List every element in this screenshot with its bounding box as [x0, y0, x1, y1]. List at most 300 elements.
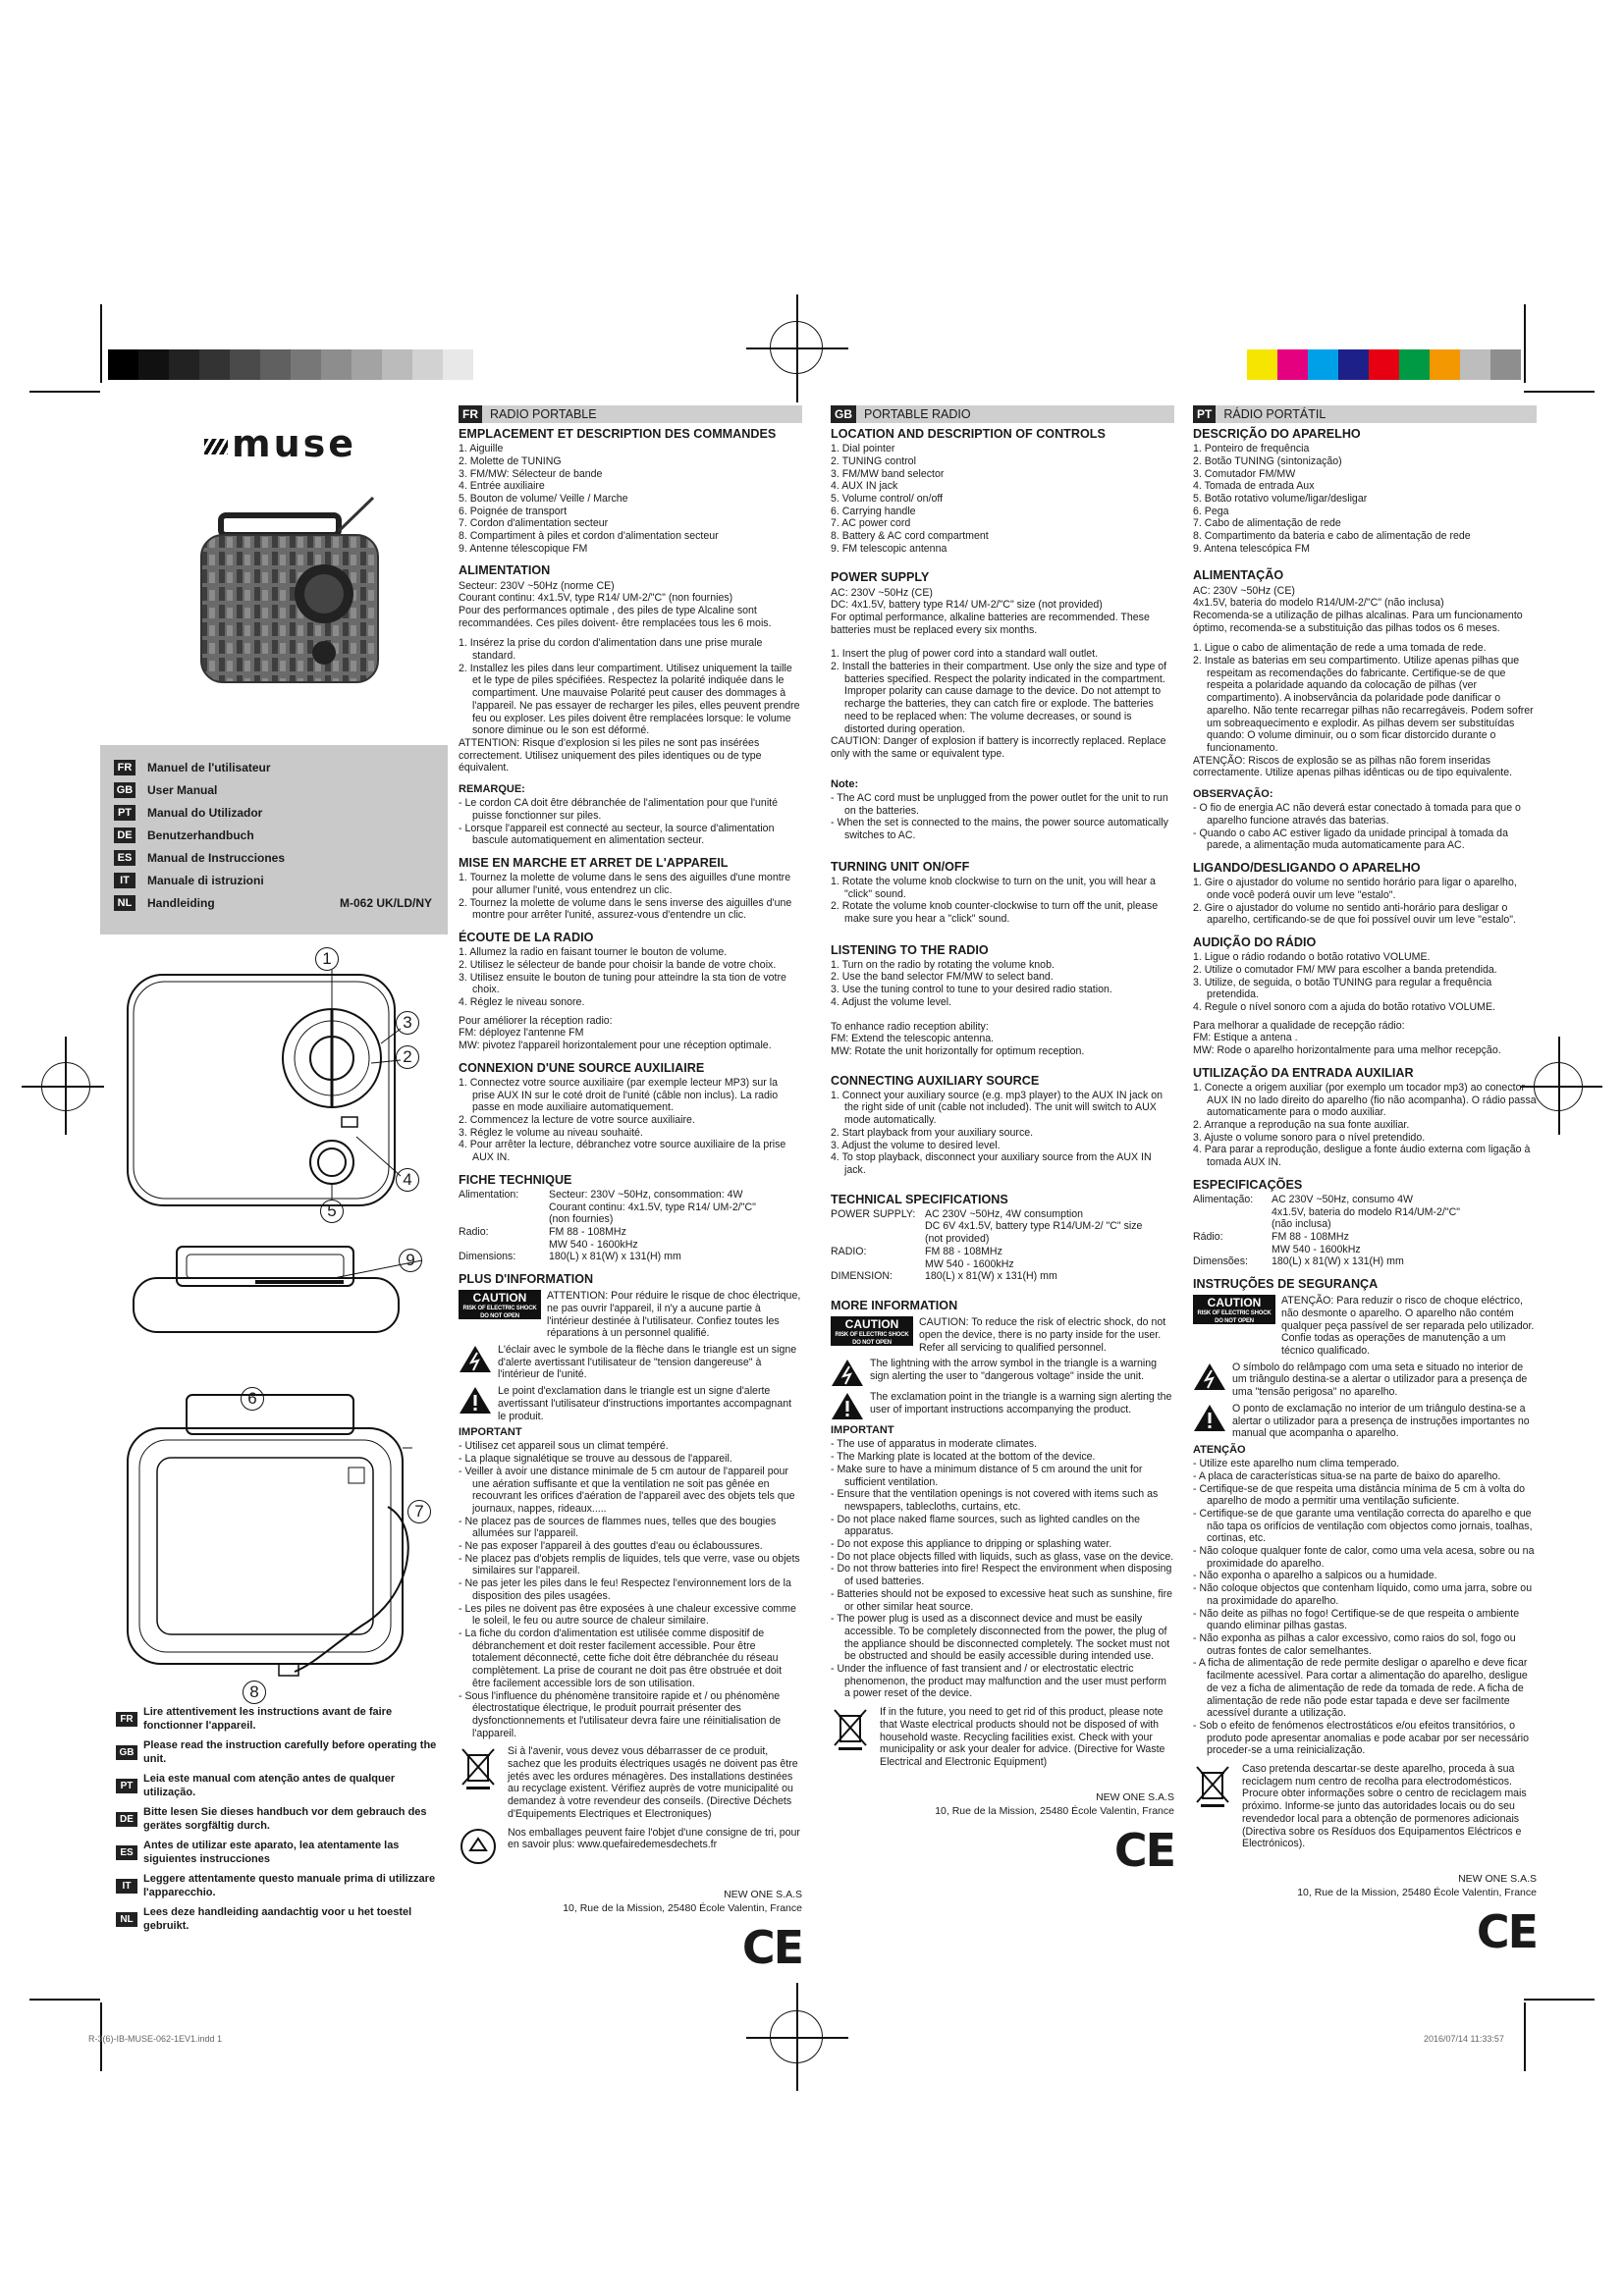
heading-aux: CONNECTING AUXILIARY SOURCE — [831, 1073, 1040, 1088]
warning-text: O ponto de exclamação no interior de um triângulo destina-se a alertar o utilizador para a presença de instruções importantes no manual que acompanha o aparelho. — [1232, 1402, 1530, 1440]
read-first-text: Lees deze handleiding aandachtig voor u het toestel gebruikt. — [143, 1906, 412, 1932]
spec-table — [459, 1189, 802, 1263]
language-label: Handleiding — [147, 895, 215, 910]
swatch — [1247, 349, 1277, 380]
read-first-item — [116, 1906, 450, 1934]
read-first-text: Lire attentivement les instructions avant de faire fonctionner l'appareil. — [143, 1706, 393, 1732]
language-code: PT — [116, 1779, 137, 1793]
aux-step: 4. To stop playback, disconnect your auxiliary source from the AUX IN jack. — [831, 1151, 1152, 1176]
heading-spec: FICHE TECHNIQUE — [459, 1172, 572, 1187]
control-item: 3. FM/MW band selector — [831, 467, 945, 480]
note-item: - O fio de energia AC não deverá estar conectado à tomada para que o aparelho funcione através das baterias. — [1193, 802, 1521, 827]
reception-text: Para melhorar a qualidade de recepção rádio: — [1193, 1019, 1405, 1032]
heading-important: ATENÇÃO — [1193, 1443, 1246, 1456]
listen-step: 3. Utilisez ensuite le bouton de tuning pour atteindre la sta tion de votre choix. — [459, 971, 786, 996]
crop-line — [746, 347, 848, 349]
weee-notice — [1193, 1763, 1537, 1850]
caution-label — [1193, 1295, 1275, 1324]
heading-info: MORE INFORMATION — [831, 1299, 958, 1312]
note-item: - Lorsque l'appareil est connecté au secteur, la source d'alimentation bascule automatiquement en alimentation secteur. — [459, 822, 775, 847]
language-tag: GB — [831, 405, 856, 423]
listen-step: 3. Utilize, de seguida, o botão TUNING para regular a frequência pretendida. — [1193, 976, 1492, 1001]
spec-value: 180(L) x 81(W) x 131(H) mm — [549, 1251, 681, 1263]
exclamation-warning-icon — [831, 1391, 864, 1420]
spec-table — [1193, 1194, 1537, 1268]
section-title: RÁDIO PORTÁTIL — [1223, 406, 1326, 421]
brand-name: muse — [232, 422, 357, 465]
swatch — [382, 349, 412, 380]
caution-block — [831, 1316, 1174, 1354]
recycle-text: Nos emballages peuvent faire l'objet d'une consigne de tri, pour en savoir plus: www.quefairedemesdechets.fr — [508, 1826, 800, 1851]
language-code: DE — [116, 1812, 137, 1827]
heading-aux: CONNEXION D'UNE SOURCE AUXILIAIRE — [459, 1060, 705, 1075]
onoff-step: 2. Gire o ajustador do volume no sentido anti-horário para desligar o aparelho, certificando-se de que foi possível ouvir um leve "estalo". — [1193, 901, 1516, 927]
spec-value: MW 540 - 1600kHz — [925, 1257, 1014, 1270]
control-item: 9. Antena telescópica FM — [1193, 542, 1310, 555]
reception-text: Pour améliorer la réception radio: — [459, 1014, 613, 1027]
language-label: User Manual — [147, 782, 218, 797]
controls-list — [1193, 443, 1537, 555]
important-item: - Certifique-se de que respeita uma distância mínima de 5 cm à volta do aparelho de modo a permitir uma ventilação suficiente. — [1193, 1482, 1525, 1508]
control-item: 2. Botão TUNING (sintonização) — [1193, 454, 1342, 467]
spec-value: (not provided) — [925, 1233, 990, 1246]
swatch — [1338, 349, 1369, 380]
language-code: ES — [114, 850, 135, 866]
spec-label — [831, 1233, 925, 1246]
spec-value: FM 88 - 108MHz — [549, 1226, 626, 1238]
caution-sub: RISK OF ELECTRIC SHOCK — [462, 1306, 537, 1312]
note-item: - Quando o cabo AC estiver ligado da unidade principal à tomada da parede, a alimentação muda automaticamente para AC. — [1193, 827, 1508, 852]
spec-label — [831, 1220, 925, 1233]
heading-aux: UTILIZAÇÃO DA ENTRADA AUXILIAR — [1193, 1065, 1414, 1080]
important-item: - The use of apparatus in moderate climates. — [831, 1438, 1038, 1451]
caution-title: CAUTION — [844, 1317, 899, 1332]
warning-text: The lightning with the arrow symbol in the triangle is a warning sign alerting the user to "dangerous voltage" inside the unit. — [870, 1358, 1158, 1382]
power-text: Courant continu: 4x1.5V, type R14/ UM-2/"C" (non fournies) — [459, 592, 733, 605]
listen-step: 1. Allumez la radio en faisant tourner le bouton de volume. — [459, 946, 728, 959]
brand-slash-icon — [204, 439, 228, 454]
listen-step: 4. Adjust the volume level. — [831, 995, 952, 1008]
spec-label: Alimentação: — [1193, 1193, 1254, 1205]
read-first-text: Please read the instruction carefully before operating the unit. — [143, 1739, 437, 1765]
swatch — [1369, 349, 1399, 380]
read-first-text: Antes de utilizar este aparato, lea atentamente las siguientes instrucciones — [143, 1840, 400, 1865]
crossed-bin-icon — [1193, 1763, 1232, 1808]
company-address: 10, Rue de la Mission, 25480 École Valentin, France — [1297, 1887, 1537, 1899]
important-item: - Não coloque qualquer fonte de calor, como uma vela acesa, sobre ou na proximidade do aparelho. — [1193, 1545, 1535, 1570]
swatch — [1308, 349, 1338, 380]
aux-step: 3. Réglez le volume au niveau souhaité. — [459, 1126, 643, 1139]
spec-value: Courant continu: 4x1.5V, type R14/ UM-2/"C" — [549, 1201, 756, 1213]
caution-text: CAUTION: To reduce the risk of electric shock, do not open the device, there is no party inside for the user. Refer all servicing to qualified personnel. — [919, 1316, 1166, 1354]
listen-step: 1. Turn on the radio by rotating the volume knob. — [831, 958, 1055, 971]
heading-spec: TECHNICAL SPECIFICATIONS — [831, 1192, 1008, 1206]
heading-onoff: TURNING UNIT ON/OFF — [831, 859, 970, 874]
spec-value: AC 230V ~50Hz, consumo 4W — [1272, 1193, 1413, 1205]
power-step: 1. Insérez la prise du cordon d'alimentation dans une prise murale standard. — [459, 637, 763, 663]
caution-sub: DO NOT OPEN — [480, 1313, 519, 1320]
note-item: - When the set is connected to the mains, the power source automatically switches to AC. — [831, 817, 1168, 841]
spec-value: AC 230V ~50Hz, 4W consumption — [925, 1207, 1084, 1220]
spec-label — [1193, 1206, 1272, 1219]
important-item: - Batteries should not be exposed to excessive heat such as sunshine, fire or other similar heat source. — [831, 1587, 1173, 1613]
column-gb — [831, 405, 1174, 1878]
power-step: 2. Install the batteries in their compartment. Use only the size and type of batteries specified. Respect the polarity indicated in the compartment. Improper polarity can cause damage to the device. Do not attempt to recharge the batteries, they can catch fire or explode. The batteries need to be replaced when: The volume decreases, or sound is distorted during operation. — [831, 661, 1167, 735]
read-first-item — [116, 1773, 450, 1800]
control-item: 4. Tomada de entrada Aux — [1193, 480, 1315, 493]
listen-step: 4. Regule o nível sonoro com a ajuda do botão rotativo VOLUME. — [1193, 1000, 1495, 1013]
swatch — [260, 349, 291, 380]
heading-onoff: LIGANDO/DESLIGANDO O APARELHO — [1193, 861, 1421, 876]
swatch — [169, 349, 199, 380]
aux-step: 3. Adjust the volume to desired level. — [831, 1139, 1001, 1151]
swatch — [199, 349, 230, 380]
language-row — [100, 847, 448, 868]
read-first-text: Bitte lesen Sie dieses handbuch vor dem gebrauch des gerätes sorgfältig durch. — [143, 1806, 427, 1832]
control-item: 4. AUX IN jack — [831, 480, 898, 493]
control-item: 3. Comutador FM/MW — [1193, 467, 1296, 480]
language-row — [100, 779, 448, 800]
control-item: 5. Volume control/ on/off — [831, 492, 944, 505]
important-item: - Sous l'influence du phénomène transitoire rapide et / ou phénomène électrostatique électrique, le produit pourrait présenter des dysfonctionnements et l'utilisateur devra faire une réinitialisation de l'appareil. — [459, 1689, 782, 1739]
spec-value: FM 88 - 108MHz — [925, 1245, 1002, 1257]
spec-label — [831, 1258, 925, 1271]
spec-label — [459, 1201, 549, 1214]
recycle-notice — [459, 1827, 802, 1866]
crop-line — [22, 1086, 104, 1088]
important-item: - Do not expose this appliance to dripping or splashing water. — [831, 1538, 1112, 1551]
ce-mark-icon: CE — [741, 1920, 802, 1974]
spec-value: FM 88 - 108MHz — [1272, 1231, 1349, 1243]
listen-step: 2. Use the band selector FM/MW to select band. — [831, 971, 1054, 984]
aux-step: 2. Commencez la lecture de votre source auxiliaire. — [459, 1113, 695, 1126]
swatch — [230, 349, 260, 380]
lightning-warning-icon — [459, 1344, 492, 1373]
control-item: 7. Cordon d'alimentation secteur — [459, 517, 609, 530]
lightning-warning-icon — [831, 1358, 864, 1387]
swatch — [1430, 349, 1460, 380]
reception-text: FM: déployez l'antenne FM — [459, 1027, 584, 1040]
language-code: GB — [114, 782, 135, 798]
heading-info: PLUS D'INFORMATION — [459, 1272, 594, 1287]
control-item: 7. Cabo de alimentação de rede — [1193, 517, 1341, 530]
section-title: PORTABLE RADIO — [864, 406, 971, 421]
heading-note: Note: — [831, 777, 859, 790]
spec-label: Alimentation: — [459, 1188, 519, 1201]
language-code: ES — [116, 1845, 137, 1860]
aux-step: 2. Arranque a reprodução na sua fonte auxiliar. — [1193, 1118, 1410, 1131]
caution-sub: RISK OF ELECTRIC SHOCK — [835, 1332, 909, 1339]
heading-location: EMPLACEMENT ET DESCRIPTION DES COMMANDES — [459, 427, 777, 441]
control-item: 7. AC power cord — [831, 517, 911, 530]
heading-important: IMPORTANT — [459, 1426, 522, 1439]
recycle-sort-icon — [459, 1827, 498, 1866]
swatch — [1277, 349, 1308, 380]
important-item: - Ensure that the ventilation openings is not covered with items such as newspapers, tablecloths, curtains, etc. — [831, 1488, 1159, 1513]
control-item: 8. Compartimento da bateria e cabo de alimentação de rede — [1193, 530, 1471, 543]
crop-line — [29, 1999, 100, 2001]
aux-step: 1. Connect your auxiliary source (e.g. mp3 player) to the AUX IN jack on the right side of unit (cable not included). The unit will switch to AUX mode automatically. — [831, 1089, 1163, 1127]
power-text: Recomenda-se a utilização de pilhas alcalinas. Para um funcionamento óptimo, recomenda-se a substituição das pilhas todos os 6 meses. — [1193, 609, 1523, 634]
listen-step: 4. Réglez le niveau sonore. — [459, 995, 585, 1008]
manual-language-list — [100, 745, 448, 934]
company-footer — [831, 1790, 1174, 1818]
control-item: 4. Entrée auxiliaire — [459, 480, 545, 493]
important-item: - Não coloque objectos que contenham líquido, como uma jarra, sobre ou na proximidade do aparelho. — [1193, 1582, 1533, 1607]
reception-text: MW: Rode o aparelho horizontalmente para uma melhor recepção. — [1193, 1044, 1501, 1057]
control-item: 8. Battery & AC cord compartment — [831, 530, 989, 543]
swatch — [321, 349, 352, 380]
language-label: Manual de Instrucciones — [147, 850, 286, 865]
control-item: 9. Antenne télescopique FM — [459, 542, 588, 555]
crop-line — [1558, 1037, 1560, 1135]
important-item: - Ne placez pas de sources de flammes nues, telles que des bougies allumées sur l'appareil. — [459, 1515, 777, 1540]
heading-power: ALIMENTATION — [459, 563, 551, 578]
language-row — [100, 892, 448, 913]
read-first-item — [116, 1840, 450, 1867]
spec-table — [831, 1208, 1174, 1283]
swatch — [1490, 349, 1521, 380]
spec-label: Dimensões: — [1193, 1255, 1248, 1268]
company-name: NEW ONE S.A.S — [1458, 1872, 1537, 1885]
warning-text: O símbolo do relâmpago com uma seta e situado no interior de um triângulo destina-se a alertar o utilizador para a presença de uma "tensão perigosa" no aparelho. — [1232, 1361, 1528, 1399]
important-item: - Não exponha as pilhas a calor excessivo, como raios do sol, fogo ou outras fontes de calor semelhantes. — [1193, 1631, 1516, 1657]
read-first-text: Leia este manual com atenção antes de qualquer utilização. — [143, 1773, 396, 1798]
brand-logo — [204, 422, 356, 465]
onoff-step: 2. Tournez la molette de volume dans le sens inverse des aiguilles d'une montre pour arrêter l'unité, assurez-vous d'entendre un clic. — [459, 896, 792, 922]
heading-note: REMARQUE: — [459, 783, 525, 796]
important-item: - Sob o efeito de fenómenos electrostáticos e/ou efeitos transitórios, o produto pode apresentar anomalias e pode acabar por ser necessário proceder-se a uma reinicialização. — [1193, 1719, 1530, 1757]
section-header-gb — [831, 405, 1174, 423]
exclamation-warning — [831, 1391, 1174, 1420]
column-fr — [459, 405, 802, 1975]
spec-label: POWER SUPPLY: — [831, 1207, 916, 1220]
spec-value: MW 540 - 1600kHz — [549, 1238, 638, 1251]
voltage-warning — [1193, 1362, 1537, 1399]
control-item: 3. FM/MW: Sélecteur de bande — [459, 467, 603, 480]
spec-label: RADIO: — [831, 1245, 867, 1257]
important-item: - A ficha de alimentação de rede permite desligar o aparelho e deve ficar facilmente acessível. Para cortar a alimentação do aparelho, desligue de vez a ficha de alimentação de rede da tomada de rede. A ficha de alimentação de rede não pode estar tapada e deve ser facilmente acessível durante a utilização. — [1193, 1657, 1528, 1720]
listen-step: 3. Use the tuning control to tune to your desired radio station. — [831, 984, 1112, 996]
crop-line — [1524, 304, 1526, 383]
power-text: Pour des performances optimale , des piles de type Alcaline sont recommandées. Ces piles doivent- être remplacées tous les 6 mois. — [459, 604, 772, 629]
spec-label: Rádio: — [1193, 1231, 1223, 1243]
spec-value: DC 6V 4x1.5V, battery type R14/UM-2/ "C" size — [925, 1220, 1143, 1233]
swatch — [1460, 349, 1490, 380]
spec-value: 4x1.5V, bateria do modelo R14/UM-2/"C" — [1272, 1205, 1461, 1218]
language-code: FR — [114, 760, 135, 775]
power-text: AC: 230V ~50Hz (CE) — [1193, 584, 1295, 597]
listen-step: 2. Utilize o comutador FM/ MW para escolher a banda pretendida. — [1193, 963, 1497, 976]
company-footer — [1193, 1872, 1537, 1899]
company-footer — [459, 1888, 802, 1915]
control-item: 1. Aiguille — [459, 443, 504, 455]
language-label: Manuel de l'utilisateur — [147, 760, 271, 774]
reception-text: MW: pivotez l'appareil horizontalement pour une réception optimale. — [459, 1040, 772, 1052]
onoff-step: 1. Gire o ajustador do volume no sentido horário para ligar o aparelho, onde você poderá ouvir um leve "estalo". — [1193, 877, 1517, 901]
read-first-item — [116, 1873, 450, 1900]
heading-onoff: MISE EN MARCHE ET ARRET DE L'APPAREIL — [459, 856, 729, 871]
spec-value: 180(L) x 81(W) x 131(H) mm — [1272, 1255, 1404, 1268]
callout-8: 8 — [243, 1681, 266, 1704]
controls-list — [831, 443, 1174, 555]
section-header-pt — [1193, 405, 1537, 423]
section-title: RADIO PORTABLE — [490, 406, 597, 421]
spec-label: Radio: — [459, 1226, 489, 1238]
spec-label — [459, 1239, 549, 1252]
top-view-diagram — [128, 1239, 432, 1337]
language-code: IT — [116, 1879, 137, 1894]
crop-line — [746, 2037, 848, 2039]
heading-listen: AUDIÇÃO DO RÁDIO — [1193, 935, 1317, 950]
language-label: Manual do Utilizador — [147, 805, 263, 820]
warning-text: L'éclair avec le symbole de la flèche dans le triangle est un signe d'alerte avertissant l'utilisateur de "tension dangereuse" à l'intérieur de l'unité. — [498, 1344, 797, 1381]
language-label: Benutzerhandbuch — [147, 828, 254, 842]
voltage-warning — [459, 1344, 802, 1381]
important-item: - Do not place naked flame sources, such as lighted candles on the apparatus. — [831, 1513, 1141, 1538]
company-name: NEW ONE S.A.S — [724, 1888, 802, 1900]
weee-text: If in the future, you need to get rid of this product, please note that Waste electrical products should not be disposed of with household waste. Recycling facilities exist. Check with your municipality or ask your dealer for advice. (Directive for Waste Electrical and Electronic Equipment) — [880, 1706, 1165, 1768]
crop-line — [1524, 2002, 1526, 2071]
power-step: 1. Ligue o cabo de alimentação de rede a uma tomada de rede. — [1193, 642, 1487, 655]
swatch — [412, 349, 443, 380]
reception-text: FM: Estique a antena . — [1193, 1032, 1298, 1044]
important-item: - A placa de características situa-se na parte de baixo do aparelho. — [1193, 1469, 1501, 1482]
power-step: 1. Insert the plug of power cord into a standard wall outlet. — [831, 648, 1099, 661]
controls-list — [459, 443, 802, 555]
lightning-warning-icon — [1193, 1362, 1226, 1391]
language-row — [100, 757, 448, 777]
important-item: - Under the influence of fast transient and / or electrostatic electric phenomenon, the product may malfunction and the user must perform a power reset of the device. — [831, 1663, 1166, 1700]
power-step: 2. Installez les piles dans leur compartiment. Utilisez uniquement la taille et le type de piles spécifiées. Respectez la polarité indiquée dans le compartiment. Une mauvaise Polarité peut causer des dommages à l'appareil. Ne pas essayer de recharger les piles, elles peuvent prendre feu ou exploser. Les piles doivent être remplacées lorsque: le volume sonore diminue ou le son est déformé. — [459, 662, 800, 737]
language-row — [100, 825, 448, 845]
control-item: 6. Carrying handle — [831, 505, 916, 517]
caution-label — [459, 1290, 541, 1319]
swatch — [1399, 349, 1430, 380]
company-address: 10, Rue de la Mission, 25480 École Valentin, France — [935, 1804, 1174, 1817]
crop-line — [1524, 1999, 1595, 2001]
control-item: 1. Dial pointer — [831, 443, 895, 455]
reception-text: To enhance radio reception ability: — [831, 1020, 989, 1033]
spec-label — [1193, 1244, 1272, 1256]
caution-sub: DO NOT OPEN — [852, 1340, 892, 1347]
reception-text: MW: Rotate the unit horizontally for optimum reception. — [831, 1044, 1085, 1057]
language-row — [100, 870, 448, 890]
power-step: 2. Instale as baterias em seu compartimento. Utilize apenas pilhas que respeitam as recomendações do fabricante. Certifique-se de que respeita a polaridade aquando da colocação de pilhas (ver compartimento). A inobservância da polaridade pode danificar o aparelho. Não tente recarregar pilhas não recarregáveis. Podem sofrer um sobreaquecimento e explodir. As pilhas devem ser substituídas quando: O volume diminuir, ou o som ficar distorcido durante o funcionamento. — [1193, 655, 1534, 754]
spec-value: MW 540 - 1600kHz — [1272, 1243, 1361, 1255]
callout-7: 7 — [407, 1500, 431, 1523]
aux-step: 2. Start playback from your auxiliary source. — [831, 1126, 1034, 1139]
power-text: DC: 4x1.5V, battery type R14/ UM-2/"C" size (not provided) — [831, 599, 1103, 612]
crop-line — [1524, 391, 1595, 393]
weee-notice — [831, 1706, 1174, 1769]
model-number: M-062 UK/LD/NY — [339, 895, 432, 910]
swatch — [443, 349, 473, 380]
important-item: - Ne pas exposer l'appareil à des gouttes d'eau ou éclaboussures. — [459, 1540, 763, 1553]
control-item: 6. Pega — [1193, 505, 1229, 517]
callout-2: 2 — [396, 1045, 419, 1069]
control-item: 9. FM telescopic antenna — [831, 542, 947, 555]
spec-label: DIMENSION: — [831, 1270, 893, 1283]
important-item: - Do not place objects filled with liquids, such as glass, vase on the device. — [831, 1550, 1174, 1563]
swatch — [291, 349, 321, 380]
note-item: - The AC cord must be unplugged from the power outlet for the unit to run on the batteries. — [831, 791, 1168, 817]
control-item: 5. Bouton de volume/ Veille / Marche — [459, 492, 628, 505]
callout-6: 6 — [241, 1387, 264, 1411]
callout-4: 4 — [396, 1168, 419, 1192]
language-row — [100, 802, 448, 823]
spec-label: Dimensions: — [459, 1251, 516, 1263]
power-text: Secteur: 230V ~50Hz (norme CE) — [459, 579, 615, 592]
onoff-step: 2. Rotate the volume knob counter-clockwise to turn off the unit, please make sure you hear a "click" sound. — [831, 900, 1159, 925]
important-item: - Make sure to have a minimum distance of 5 cm around the unit for sufficient ventilation. — [831, 1463, 1143, 1488]
caution-title: CAUTION — [1207, 1296, 1262, 1310]
spec-label — [1193, 1218, 1272, 1231]
aux-step: 4. Pour arrêter la lecture, débranchez votre source auxiliaire de la prise AUX IN. — [459, 1139, 786, 1164]
important-item: - Ne pas jeter les piles dans le feu! Respectez l'environnement lors de la disposition des piles usagées. — [459, 1577, 791, 1602]
heading-power: ALIMENTAÇÃO — [1193, 568, 1284, 583]
heading-power: POWER SUPPLY — [831, 570, 930, 585]
heading-note: OBSERVAÇÃO: — [1193, 788, 1273, 801]
weee-text: Caso pretenda descartar-se deste aparelho, proceda à sua reciclagem num centro de recolha para electrodomésticos. Procure obter informações sobre o centro de reciclagem mais próximo. Informe-se junto das autoridades locais ou do seu revendedor local para a obtenção de pormenores adicionais (Directiva sobre os Resíduos dos Equipamentos Eléctricos e Electrónicos). — [1242, 1763, 1527, 1850]
swatch — [138, 349, 169, 380]
read-first-text: Leggere attentamente questo manuale prima di utilizzare l'apparecchio. — [143, 1873, 436, 1898]
note-item: - Le cordon CA doit être débranchée de l'alimentation pour que l'unité puisse fonctionner sur piles. — [459, 797, 779, 822]
aux-step: 4. Para parar a reprodução, desligue a fonte áudio externa com ligação à tomada AUX IN. — [1193, 1144, 1531, 1169]
language-code: FR — [116, 1712, 137, 1727]
power-text: For optimal performance, alkaline batteries are recommended. These batteries must be replaced every six months. — [831, 611, 1150, 636]
read-first-item — [116, 1739, 450, 1767]
column-pt — [1193, 405, 1537, 1959]
language-code: DE — [114, 828, 135, 843]
product-photo — [182, 496, 393, 707]
spec-label — [459, 1213, 549, 1226]
language-label: Manuale di istruzioni — [147, 873, 264, 887]
callout-9: 9 — [399, 1249, 422, 1272]
voltage-warning — [831, 1358, 1174, 1387]
important-item: - Certifique-se de que garante uma ventilação correcta do aparelho e que não tapa os orifícios de ventilação com objectos como jornais, toalhas, cortinas, etc. — [1193, 1507, 1533, 1545]
caution-block — [459, 1290, 802, 1340]
crop-line — [65, 1037, 67, 1135]
company-name: NEW ONE S.A.S — [1096, 1790, 1174, 1803]
control-item: 1. Ponteiro de frequência — [1193, 443, 1310, 455]
caution-label — [831, 1316, 913, 1346]
aux-step: 1. Conecte a origem auxiliar (por exemplo um tocador mp3) ao conector AUX IN no lado direito do aparelho (fio não acompanha). O rádio passa automaticamente para o modo auxiliar. — [1193, 1081, 1537, 1119]
language-code: NL — [114, 895, 135, 911]
weee-text: Si à l'avenir, vous devez vous débarrasser de ce produit, sachez que les produits électriques usagés ne doivent pas être jetés avec les ordures ménagères. Des installations destinées au recyclage existent. Vérifiez auprès de votre municipalité ou demandez à votre revendeur des conseils. (Directive Déchets d'Equipements Electriques et Electroniques) — [508, 1745, 798, 1820]
control-item: 8. Compartiment à piles et cordon d'alimentation secteur — [459, 530, 719, 543]
language-tag: PT — [1193, 405, 1216, 423]
warning-text: The exclamation point in the triangle is a warning sign alerting the user of important instructions accompanying the product. — [870, 1391, 1172, 1415]
important-item: - La plaque signalétique se trouve au dessous de l'appareil. — [459, 1453, 732, 1466]
important-item: - Não exponha o aparelho a salpicos ou a humidade. — [1193, 1570, 1437, 1582]
callout-3: 3 — [396, 1011, 419, 1035]
callout-1: 1 — [315, 947, 339, 971]
spec-value: (não inclusa) — [1272, 1218, 1331, 1231]
warning-text: Le point d'exclamation dans le triangle est un signe d'alerte avertissant l'utilisateur d'instructions importantes accompagnant le produit. — [498, 1385, 792, 1422]
control-item: 6. Poignée de transport — [459, 505, 568, 517]
heading-location: DESCRIÇÃO DO APARELHO — [1193, 427, 1361, 441]
exclamation-warning-icon — [1193, 1403, 1226, 1432]
caution-sub: RISK OF ELECTRIC SHOCK — [1197, 1310, 1272, 1317]
ce-mark-icon: CE — [1113, 1824, 1174, 1878]
caution-sub: DO NOT OPEN — [1215, 1318, 1254, 1325]
listen-step: 2. Utilisez le sélecteur de bande pour choisir la bande de votre choix. — [459, 958, 777, 971]
language-code: NL — [116, 1912, 137, 1927]
heading-important: IMPORTANT — [831, 1424, 894, 1437]
power-step: ATTENTION: Risque d'explosion si les piles ne sont pas insérées correctement. Utilisez uniquement des piles identiques ou de type équivalent. — [459, 736, 762, 774]
important-item: - Não deite as pilhas no fogo! Certifique-se de que respeita o ambiente quando eliminar pilhas gastas. — [1193, 1607, 1520, 1632]
